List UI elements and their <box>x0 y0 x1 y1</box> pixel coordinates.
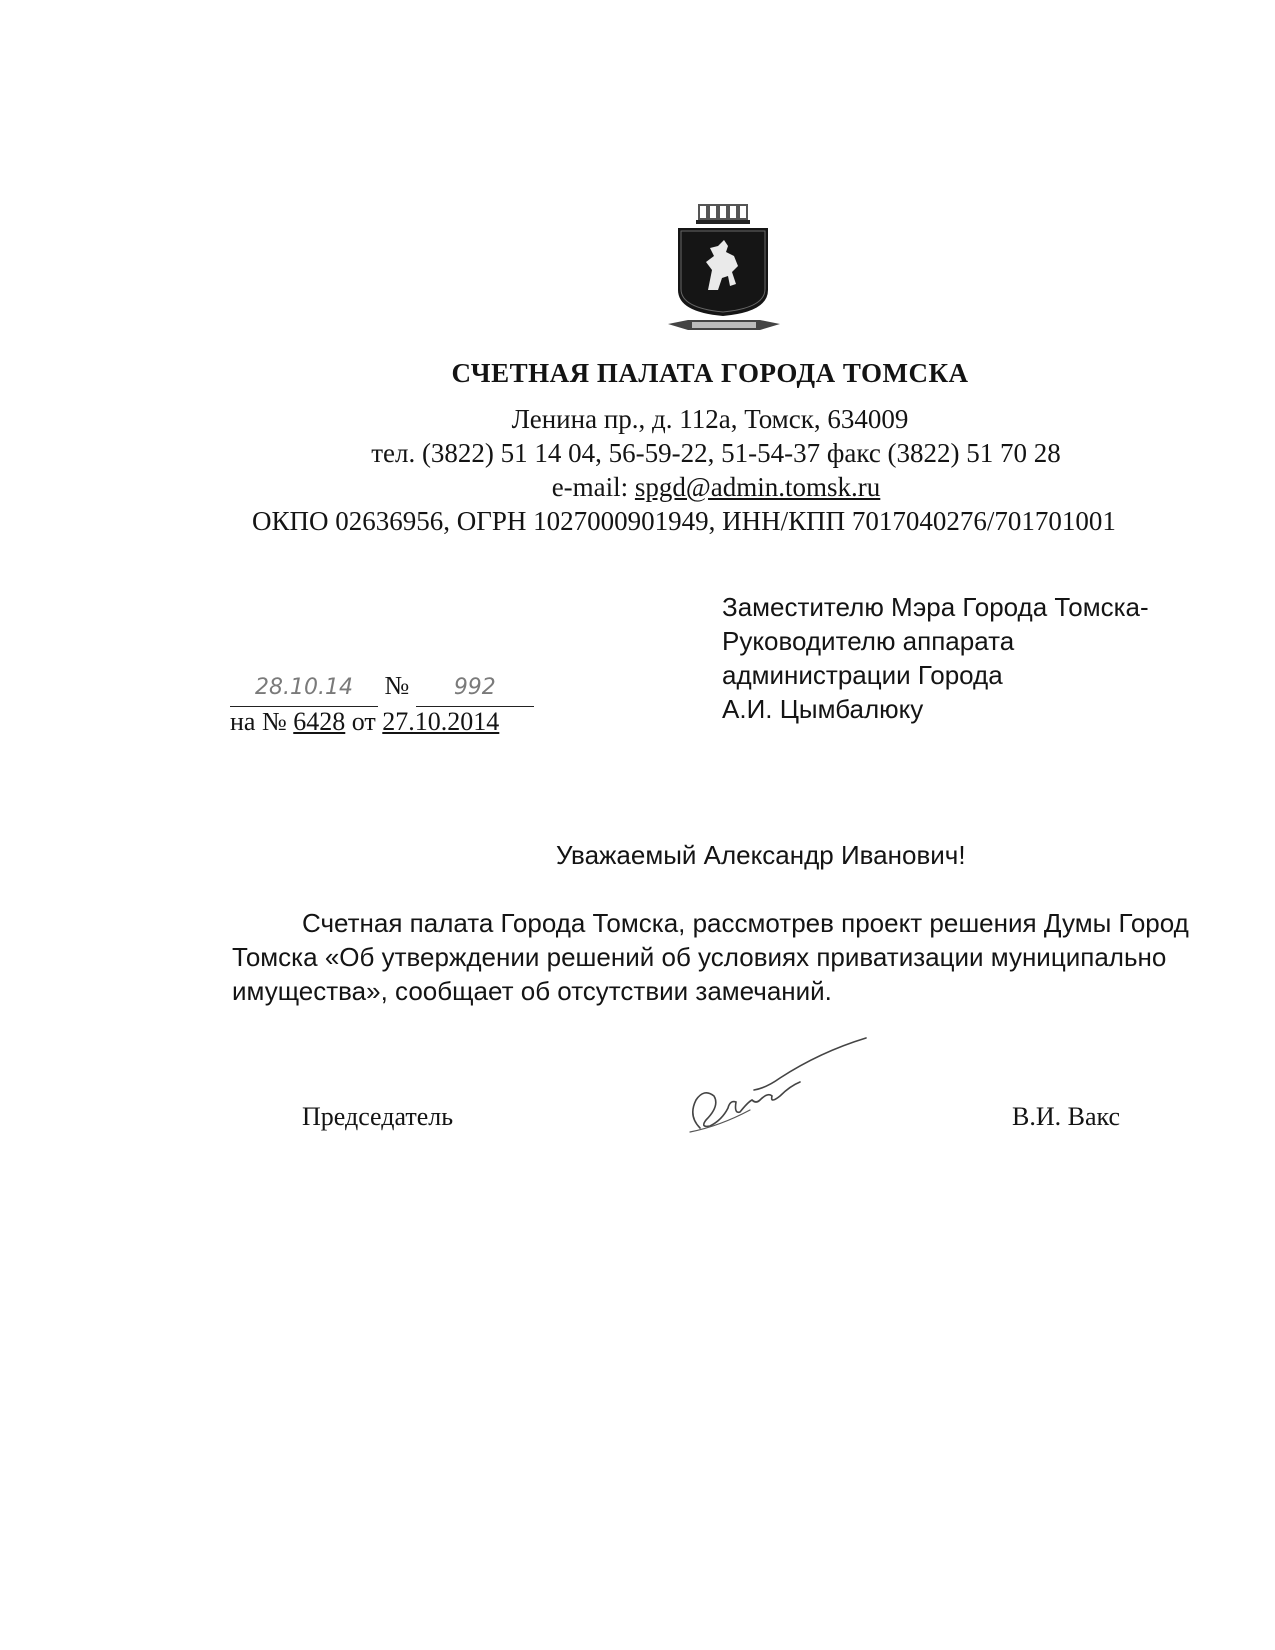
reply-date: 27.10.2014 <box>382 707 500 736</box>
reply-number: 6428 <box>293 707 346 736</box>
email-label: e-mail: <box>551 472 635 502</box>
addressee-line: администрации Города <box>722 660 1003 690</box>
reply-from: от <box>351 707 376 736</box>
email-link[interactable]: spgd@admin.tomsk.ru <box>634 472 881 502</box>
outgoing-date: 28.10.14 <box>230 670 378 707</box>
body-line: Томска «Об утверждении решений об условиях приватизации муниципально <box>232 942 1167 972</box>
reference-block <box>230 668 534 740</box>
body-line: Счетная палата Города Томска, рассмотрев проект решения Думы Город <box>302 908 1189 938</box>
signatory-title: Председатель <box>302 1102 454 1131</box>
handwritten-signature <box>670 1030 880 1140</box>
signatory-name: В.И. Вакс <box>1012 1102 1121 1131</box>
addressee-line: Руководителю аппарата <box>722 626 1015 656</box>
addressee-line: А.И. Цымбалюку <box>722 694 924 724</box>
organization-address: Ленина пр., д. 112а, Томск, 634009 <box>511 404 909 434</box>
organization-email <box>236 472 1196 503</box>
organization-phones: тел. (3822) 51 14 04, 56-59-22, 51-54-37 факс (3822) 51 70 28 <box>371 438 1061 468</box>
addressee-block <box>722 590 1149 726</box>
reply-prefix: на № <box>230 707 287 736</box>
outgoing-number: 992 <box>416 670 534 707</box>
letter-body <box>232 906 1275 1008</box>
body-line: имущества», сообщает об отсутствии замечаний. <box>232 976 832 1006</box>
coat-of-arms-icon <box>668 200 780 340</box>
addressee-line: Заместителю Мэра Города Томска- <box>722 592 1149 622</box>
organization-codes: ОКПО 02636956, ОГРН 1027000901949, ИНН/КПП 7017040276/701701001 <box>252 506 1116 536</box>
number-label: № <box>384 671 410 700</box>
organization-name: СЧЕТНАЯ ПАЛАТА ГОРОДА ТОМСКА <box>451 358 969 388</box>
salutation: Уважаемый Александр Иванович! <box>556 840 966 870</box>
